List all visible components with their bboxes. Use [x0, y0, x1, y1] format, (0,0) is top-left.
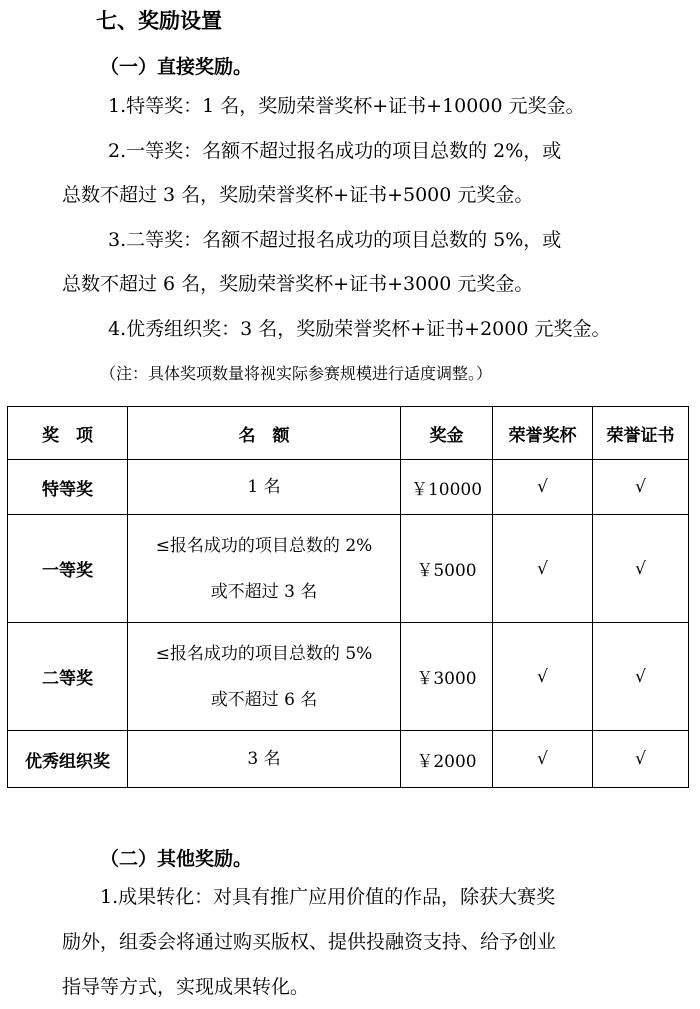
award-name: 特等奖 — [8, 460, 128, 515]
direct-awards-heading: （一）直接奖励。 — [100, 56, 253, 78]
award-prize: ￥10000 — [401, 460, 493, 515]
certificate-check: √ — [593, 623, 689, 731]
award-name: 一等奖 — [8, 515, 128, 623]
table-row — [8, 460, 689, 515]
quota-text: ≤报名成功的项目总数的 5% — [155, 643, 373, 664]
award-item-first-line2: 总数不超过 3 名，奖励荣誉奖杯+证书+5000 元奖金。 — [62, 184, 534, 206]
award-item-grand: 1.特等奖：1 名，奖励荣誉奖杯+证书+10000 元奖金。 — [108, 95, 585, 117]
award-quota — [128, 515, 401, 623]
table-row — [8, 623, 689, 731]
header-cup: 荣誉奖杯 — [493, 407, 593, 460]
cup-check: √ — [493, 460, 593, 515]
award-name: 优秀组织奖 — [8, 731, 128, 788]
section-title: 七、奖励设置 — [96, 9, 222, 33]
certificate-check: √ — [593, 515, 689, 623]
award-item-second-line2: 总数不超过 6 名，奖励荣誉奖杯+证书+3000 元奖金。 — [62, 273, 534, 295]
other-awards-line1: 1.成果转化：对具有推广应用价值的作品，除获大赛奖 — [100, 886, 556, 908]
award-quota — [128, 460, 401, 515]
header-certificate: 荣誉证书 — [593, 407, 689, 460]
award-name: 二等奖 — [8, 623, 128, 731]
certificate-check: √ — [593, 460, 689, 515]
award-prize: ￥2000 — [401, 731, 493, 788]
award-item-first-line1: 2.一等奖：名额不超过报名成功的项目总数的 2%，或 — [108, 140, 562, 162]
award-item-second-line1: 3.二等奖：名额不超过报名成功的项目总数的 5%，或 — [108, 229, 562, 251]
quota-text: 3 名 — [247, 749, 281, 769]
quota-text: ≤报名成功的项目总数的 2% — [155, 535, 373, 556]
header-quota: 名 额 — [128, 407, 401, 460]
other-awards-line3: 指导等方式，实现成果转化。 — [62, 976, 310, 998]
cup-check: √ — [493, 515, 593, 623]
header-award: 奖 项 — [8, 407, 128, 460]
other-awards-heading: （二）其他奖励。 — [100, 848, 253, 870]
award-prize: ￥3000 — [401, 623, 493, 731]
award-quota — [128, 623, 401, 731]
table-row — [8, 731, 689, 788]
other-awards-line2: 励外，组委会将通过购买版权、提供投融资支持、给予创业 — [62, 931, 557, 953]
award-note: （注：具体奖项数量将视实际参赛规模进行适度调整。） — [100, 364, 493, 383]
quota-text-alt: 或不超过 6 名 — [210, 689, 318, 710]
cup-check: √ — [493, 731, 593, 788]
certificate-check: √ — [593, 731, 689, 788]
award-item-organization: 4.优秀组织奖：3 名，奖励荣誉奖杯+证书+2000 元奖金。 — [108, 318, 611, 340]
award-quota — [128, 731, 401, 788]
table-header-row — [8, 407, 689, 460]
awards-table — [7, 406, 689, 788]
cup-check: √ — [493, 623, 593, 731]
quota-text: 1 名 — [247, 477, 281, 497]
quota-text-alt: 或不超过 3 名 — [210, 581, 318, 602]
table-row — [8, 515, 689, 623]
header-prize: 奖金 — [401, 407, 493, 460]
award-prize: ￥5000 — [401, 515, 493, 623]
